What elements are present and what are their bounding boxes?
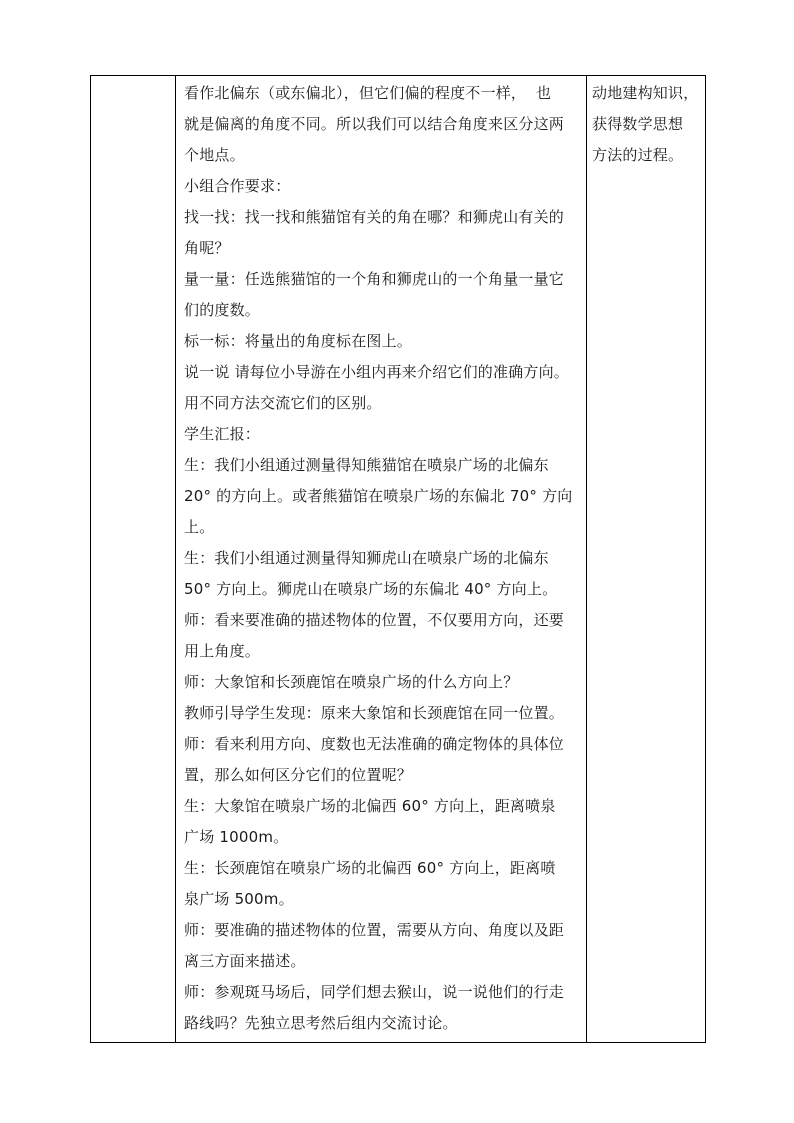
teaching-process-line: 们的度数。 [184, 301, 261, 319]
teaching-process-line: 说一说 请每位小导游在小组内再来介绍它们的准确方向。 [184, 363, 569, 381]
table-row [91, 76, 706, 1043]
teaching-process-cell [176, 76, 587, 1043]
teaching-process-line: 广场 1000m。 [184, 828, 289, 846]
teaching-process-line: 用不同方法交流它们的区别。 [184, 394, 382, 412]
teaching-process-line: 看作北偏东（或东偏北），但它们偏的程度不一样， 也 [184, 84, 552, 102]
teaching-process-line: 个地点。 [184, 146, 245, 164]
teaching-process-line: 泉广场 500m。 [184, 890, 294, 908]
teaching-process-line: 教师引导学生发现：原来大象馆和长颈鹿馆在同一位置。 [184, 704, 565, 722]
teaching-process-line: 离三方面来描述。 [184, 952, 306, 970]
teaching-process-line: 师：看来利用方向、度数也无法准确的确定物体的具体位 [184, 735, 565, 753]
teaching-process-line: 学生汇报： [184, 425, 261, 443]
teaching-process-line: 生：大象馆在喷泉广场的北偏西 60° 方向上，距离喷泉 [184, 797, 556, 815]
teaching-process-line: 50° 方向上。狮虎山在喷泉广场的东偏北 40° 方向上。 [184, 580, 558, 598]
lesson-plan-table [90, 75, 706, 1043]
teaching-process-line: 标一标：将量出的角度标在图上。 [184, 332, 413, 350]
teaching-process-line: 用上角度。 [184, 642, 261, 660]
teaching-process-line: 小组合作要求： [184, 177, 291, 195]
teaching-process-line: 生：我们小组通过测量得知熊猫馆在喷泉广场的北偏东 [184, 456, 549, 474]
left-empty-cell [91, 76, 176, 1043]
teaching-process-line: 20° 的方向上。或者熊猫馆在喷泉广场的东偏北 70° 方向 [184, 487, 573, 505]
teaching-process-line: 生：长颈鹿馆在喷泉广场的北偏西 60° 方向上，距离喷 [184, 859, 556, 877]
design-intent-text [587, 76, 705, 171]
design-intent-cell [587, 76, 706, 1043]
teaching-process-line: 角呢？ [184, 239, 230, 257]
teaching-process-line: 路线吗？先独立思考然后组内交流讨论。 [184, 1014, 458, 1032]
teaching-process-line: 生：我们小组通过测量得知狮虎山在喷泉广场的北偏东 [184, 549, 549, 567]
design-intent-line: 方法的过程。 [592, 146, 684, 164]
design-intent-line: 获得数学思想 [592, 115, 684, 133]
teaching-process-line: 师：大象馆和长颈鹿馆在喷泉广场的什么方向上？ [184, 673, 519, 691]
teaching-process-line: 师：看来要准确的描述物体的位置，不仅要用方向，还要 [184, 611, 565, 629]
teaching-process-line: 师：要准确的描述物体的位置，需要从方向、角度以及距 [184, 921, 565, 939]
teaching-process-text [176, 76, 586, 1039]
teaching-process-line: 量一量：任选熊猫馆的一个角和狮虎山的一个角量一量它 [184, 270, 565, 288]
teaching-process-line: 师：参观斑马场后，同学们想去猴山，说一说他们的行走 [184, 983, 565, 1001]
teaching-process-line: 就是偏离的角度不同。所以我们可以结合角度来区分这两 [184, 115, 565, 133]
teaching-process-line: 找一找：找一找和熊猫馆有关的角在哪？和狮虎山有关的 [184, 208, 565, 226]
design-intent-line: 动地建构知识， [592, 84, 699, 102]
teaching-process-line: 上。 [184, 518, 215, 536]
teaching-process-line: 置，那么如何区分它们的位置呢？ [184, 766, 413, 784]
